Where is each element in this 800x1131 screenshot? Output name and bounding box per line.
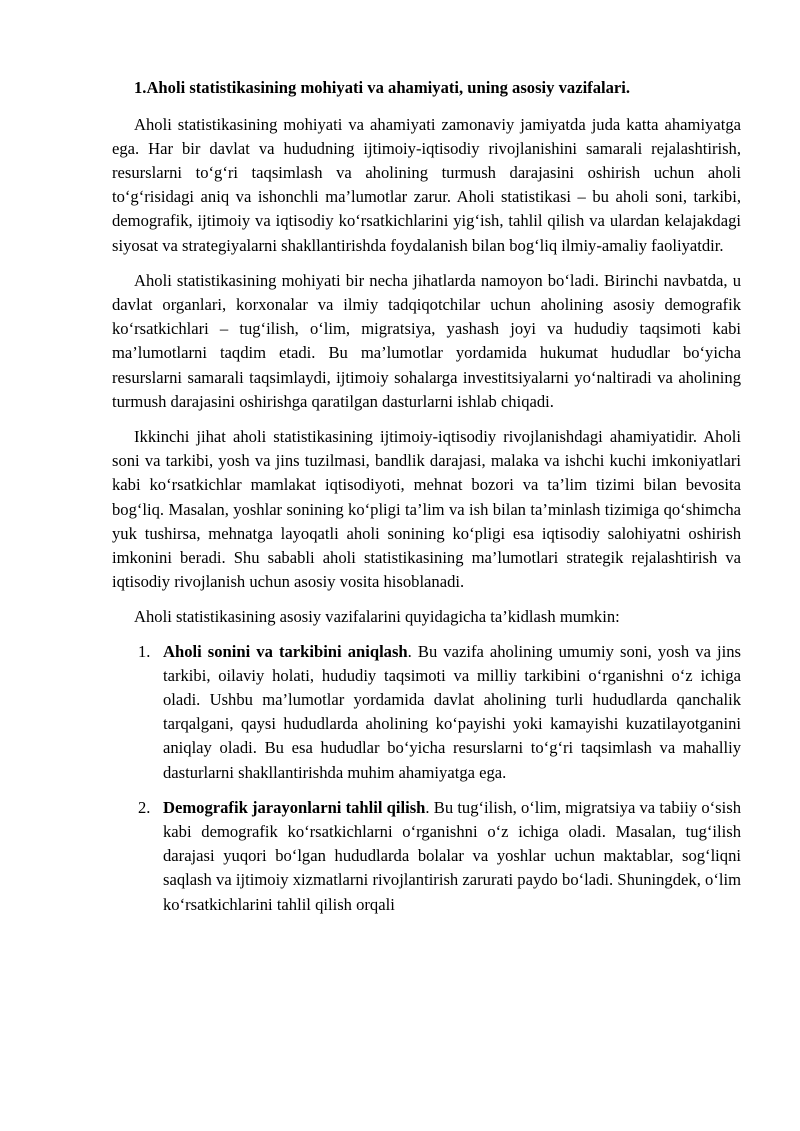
task-list [112, 640, 741, 917]
list-number: 1. [138, 641, 151, 661]
paragraph-1: Aholi statistikasining mohiyati va ahamiyati zamonaviy jamiyatda juda katta ahamiyatga ega. Har bir davlat va hududning ijtimoiy-iqtisodiy rivojlanishini samarali rejalashtirish, resurslarni to‘g‘ri taqsimlash va aholining turmush darajasini oshirish uchun aholi to‘g‘risidagi aniq va ishonchli ma’lumotlar zarur. Aholi statistikasi – bu aholi soni, tarkibi, demografik, ijtimoiy va iqtisodiy ko‘rsatkichlarini yig‘ish, tahlil qilish va ulardan kelajakdagi siyosat va strategiyalarni shakllantirishda foydalanish bilan bog‘liq ilmiy-amaliy faoliyatdir. [112, 114, 741, 255]
list-item-lead: Aholi sonini va tarkibini aniqlash [163, 641, 408, 661]
document-page [112, 76, 741, 928]
list-item [112, 796, 741, 917]
list-intro: Aholi statistikasining asosiy vazifalarini quyidagicha ta’kidlash mumkin: [134, 607, 620, 627]
section-heading: 1.Aholi statistikasining mohiyati va ahamiyati, uning asosiy vazifalari. [134, 78, 631, 97]
list-item-lead: Demografik jarayonlarni tahlil qilish [163, 797, 426, 817]
list-item-text: . Bu vazifa aholining umumiy soni, yosh va jins tarkibi, oilaviy holati, hududiy taqsimoti va milliy tarkibini o‘rganishni o‘z ichiga oladi. Ushbu ma’lumotlar yordamida davlat aholining turli hududlarda qanchalik tarqalgani, qaysi hududlarda aholining ko‘payishi yoki kamayishi kuzatilayotganini aniqlay oladi. Bu esa hududlar bo‘yicha resurslarni to‘g‘ri taqsimlash va mahalliy dasturlarni shakllantirishda muhim ahamiyatga ega. [163, 641, 741, 782]
paragraph-2: Aholi statistikasining mohiyati bir necha jihatlarda namoyon bo‘ladi. Birinchi navbatda, u davlat organlari, korxonalar va ilmiy tadqiqotchilar uchun aholining asosiy demografik ko‘rsatkichlari – tug‘ilish, o‘lim, migratsiya, yashash joyi va hududiy taqsimoti kabi ma’lumotlarni taqdim etadi. Bu ma’lumotlar yordamida hukumat hududlar bo‘yicha resurslarni samarali taqsimlaydi, ijtimoiy sohalarga investitsiyalarni yo‘naltiradi va aholining turmush darajasini oshirishga qaratilgan dasturlarni ishlab chiqadi. [112, 270, 741, 411]
list-item [112, 640, 741, 785]
list-number: 2. [138, 797, 151, 817]
list-item-text: . Bu tug‘ilish, o‘lim, migratsiya va tabiiy o‘sish kabi demografik ko‘rsatkichlarni o‘rganishni o‘z ichiga oladi. Masalan, tug‘ilish darajasi yuqori bo‘lgan hududlarda bolalar va yoshlar uchun maktablar, sog‘liqni saqlash va ijtimoiy xizmatlarni rivojlantirish zarurati paydo bo‘ladi. Shuningdek, o‘lim ko‘rsatkichlarini tahlil qilish orqali [163, 797, 741, 914]
paragraph-3: Ikkinchi jihat aholi statistikasining ijtimoiy-iqtisodiy rivojlanishdagi ahamiyatidir. Aholi soni va tarkibi, yosh va jins tuzilmasi, bandlik darajasi, malaka va ishchi kuchi imkoniyatlari kabi ko‘rsatkichlar mamlakat iqtisodiyoti, mehnat bozori va ta’lim tizimi bilan bevosita bog‘liq. Masalan, yoshlar sonining ko‘pligi ta’lim va ish bilan ta’minlash tizimiga qo‘shimcha yuk tushirsa, mehnatga layoqatli aholi sonining ko‘pligi esa iqtisodiy salohiyatni oshirish imkonini beradi. Shu sababli aholi statistikasining ma’lumotlari strategik rejalashtirish va iqtisodiy rivojlanish uchun asosiy vosita hisoblanadi. [112, 427, 741, 592]
